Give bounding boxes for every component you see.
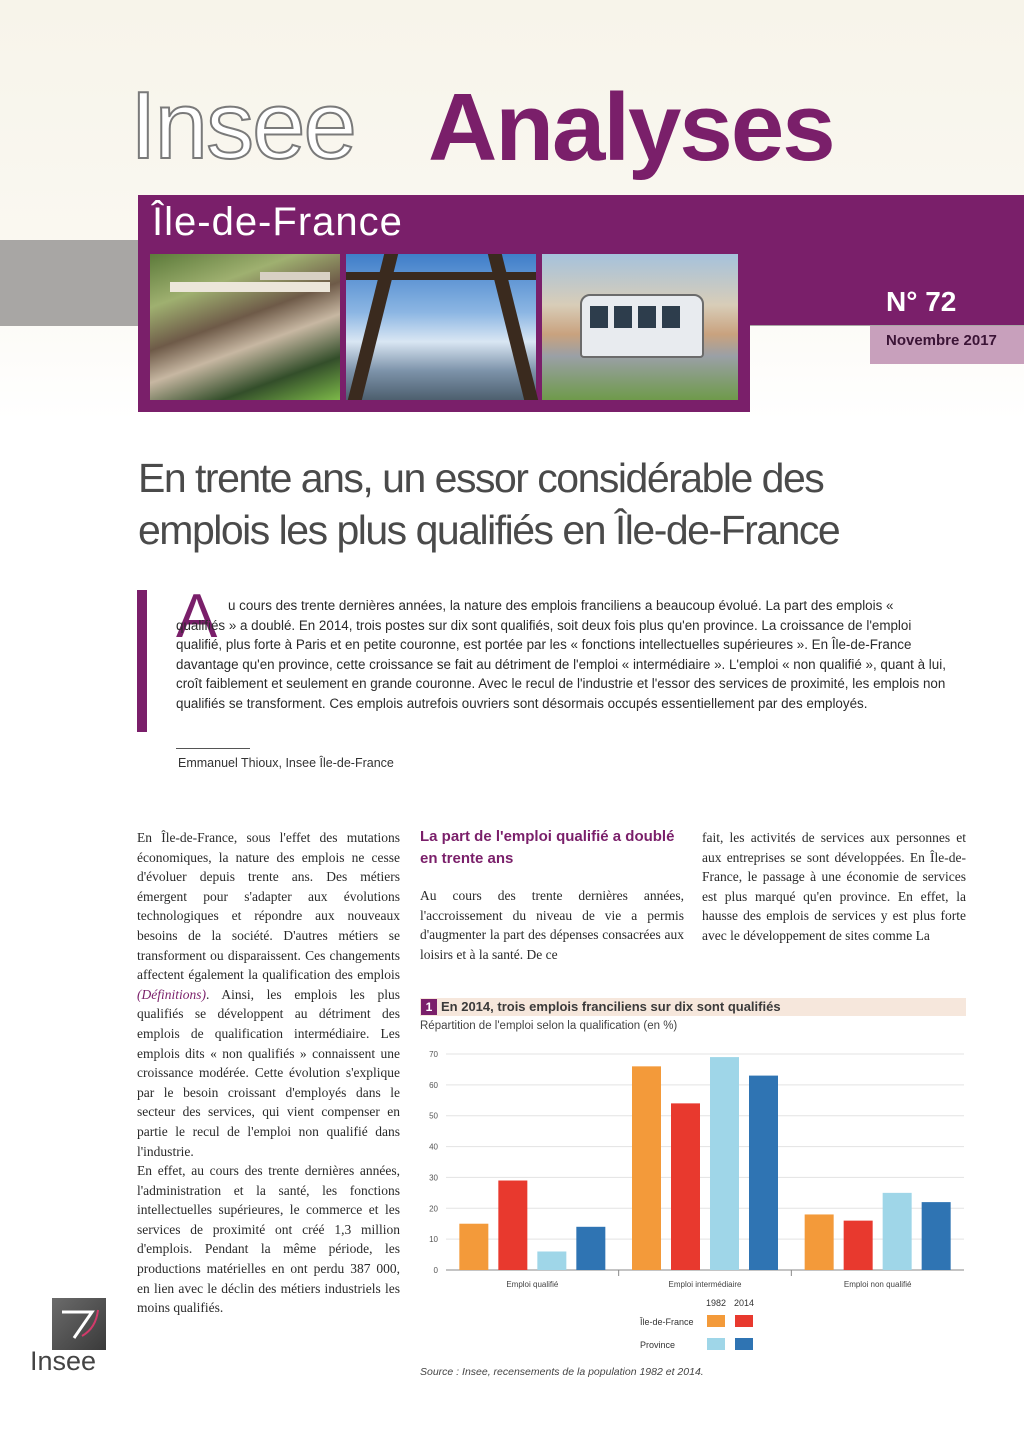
legend-swatch-idf-1982 bbox=[707, 1315, 725, 1327]
abstract-accent-bar bbox=[137, 590, 147, 732]
bar-0-0 bbox=[459, 1224, 488, 1270]
body-column-2: Au cours des trente dernières années, l'accroissement du niveau de vie a permis d'augmenter la part des dépenses consacrées aux loisirs et à la santé. De ce bbox=[420, 888, 684, 962]
figure-source: Source : Insee, recensements de la population 1982 et 2014. bbox=[420, 1366, 704, 1378]
category-label: Emploi intermédiaire bbox=[668, 1280, 742, 1289]
category-label: Emploi non qualifié bbox=[843, 1280, 912, 1289]
body-paragraph-1-start: En Île-de-France, sous l'effet des mutations économiques, la nature des emplois ne cesse d'évoluer depuis trente ans. Des métiers émergent pour s'adapter aux évolutions technologiques et répondre aux nouveaux besoins de la société. D'autres métiers se transforment ou disparaissent. Ces changements affectent également la qualification des emplois bbox=[137, 830, 400, 983]
bar-1-0 bbox=[632, 1066, 661, 1270]
section-heading: La part de l'emploi qualifié a doublé en trente ans bbox=[420, 828, 675, 867]
bar-0-3 bbox=[576, 1227, 605, 1270]
page-title: En trente ans, un essor considérable des emplois les plus qualifiés en Île-de-France bbox=[138, 455, 840, 553]
insee-logo-icon bbox=[52, 1298, 106, 1350]
issue-date: Novembre 2017 bbox=[886, 332, 997, 349]
legend-swatch-province-2014 bbox=[735, 1338, 753, 1350]
bar-2-1 bbox=[844, 1221, 873, 1270]
definitions-link[interactable]: (Définitions) bbox=[137, 986, 206, 1002]
bar-0-2 bbox=[537, 1251, 566, 1270]
figure-title: En 2014, trois emplois franciliens sur dix sont qualifiés bbox=[441, 999, 781, 1014]
photo-tramway bbox=[542, 254, 738, 400]
author-divider bbox=[176, 748, 250, 749]
category-label: Emploi qualifié bbox=[506, 1280, 559, 1289]
legend-label-idf: Île-de-France bbox=[640, 1317, 694, 1327]
legend-year-1982: 1982 bbox=[706, 1298, 727, 1308]
legend-swatch-province-1982 bbox=[707, 1338, 725, 1350]
body-paragraph-1 bbox=[137, 828, 400, 1161]
body-paragraph-1-end: . Ainsi, les emplois les plus qualifiés se développent au détriment des emplois de qualification intermédiaire. Les emplois dits « non qualifiés » connaissent une croissance modérée. Cette évolution s'explique par le besoin croissant d'employés dans le secteur des services, qui vient compenser en partie le recul de l'emploi non qualifié dans l'industrie. bbox=[137, 986, 400, 1159]
y-tick-label: 30 bbox=[429, 1173, 438, 1183]
brand-insee-title: Insee bbox=[130, 72, 355, 179]
y-tick-label: 50 bbox=[429, 1111, 438, 1121]
body-column-3: fait, les activités de services aux personnes et aux entreprises se sont développées. En Île-de-France, le passage à une économie de services est plus marqué qu'en province. En effet, la hausse des emplois de services y est plus forte avec le développement de sites comme La bbox=[702, 830, 966, 943]
abstract-dropcap: A bbox=[176, 582, 218, 651]
y-tick-label: 0 bbox=[433, 1266, 438, 1275]
body-paragraph-2: En effet, au cours des trente dernières années, l'administration et la santé, les fonctions intellectuelles supérieures, le commerce et les services de proximité ont créé 1,3 million d'emplois. Pendant la même période, les productions matérielles en ont perdu 387 000, en lien avec le déclin des métiers industriels les moins qualifiés. bbox=[137, 1163, 400, 1316]
photo-market bbox=[150, 254, 340, 400]
y-tick-label: 10 bbox=[429, 1235, 438, 1245]
brand-analyses-title: Analyses bbox=[428, 74, 834, 181]
y-tick-label: 60 bbox=[429, 1080, 438, 1090]
y-tick-label: 70 bbox=[429, 1050, 438, 1059]
bar-0-1 bbox=[498, 1181, 527, 1270]
bar-2-3 bbox=[922, 1202, 951, 1270]
bar-1-3 bbox=[749, 1076, 778, 1270]
author-line: Emmanuel Thioux, Insee Île-de-France bbox=[178, 756, 394, 770]
insee-logo-text: Insee bbox=[30, 1346, 97, 1376]
y-tick-label: 40 bbox=[429, 1142, 438, 1152]
legend-swatch-idf-2014 bbox=[735, 1315, 753, 1327]
photo-eiffel-tower bbox=[346, 254, 536, 400]
y-tick-label: 20 bbox=[429, 1204, 438, 1214]
bar-1-1 bbox=[671, 1103, 700, 1270]
bar-2-0 bbox=[805, 1214, 834, 1270]
abstract-text: u cours des trente dernières années, la nature des emplois franciliens a beaucoup évolué. La part des emplois « qualifiés » a doublé. En 2014, trois postes sur dix sont qualifiés, soit deux fois plus qu'en province. La croissance de l'emploi qualifié, plus forte à Paris et en petite couronne, est portée par les « fonctions intellectuelles supérieures ». En Île-de-France davantage qu'en province, cette croissance se fait au détriment de l'emploi « intermédiaire ». L'emploi « non qualifié », quant à lui, croît faiblement et seulement en grande couronne. Avec le recul de l'industrie et l'essor des services de proximité, les emplois non qualifiés se transforment. Ces emplois autrefois ouvriers sont désormais occupés essentiellement par des employés. bbox=[176, 598, 946, 711]
figure-number: 1 bbox=[421, 999, 437, 1015]
issue-number: N° 72 bbox=[886, 286, 957, 317]
bar-2-2 bbox=[883, 1193, 912, 1270]
body-column-1 bbox=[137, 828, 400, 1318]
figure-subtitle: Répartition de l'emploi selon la qualification (en %) bbox=[420, 1020, 678, 1032]
region-title: Île-de-France bbox=[152, 200, 403, 244]
bar-chart bbox=[418, 1040, 968, 1290]
legend-year-2014: 2014 bbox=[734, 1298, 755, 1308]
bar-1-2 bbox=[710, 1057, 739, 1270]
legend-label-province: Province bbox=[640, 1340, 676, 1350]
